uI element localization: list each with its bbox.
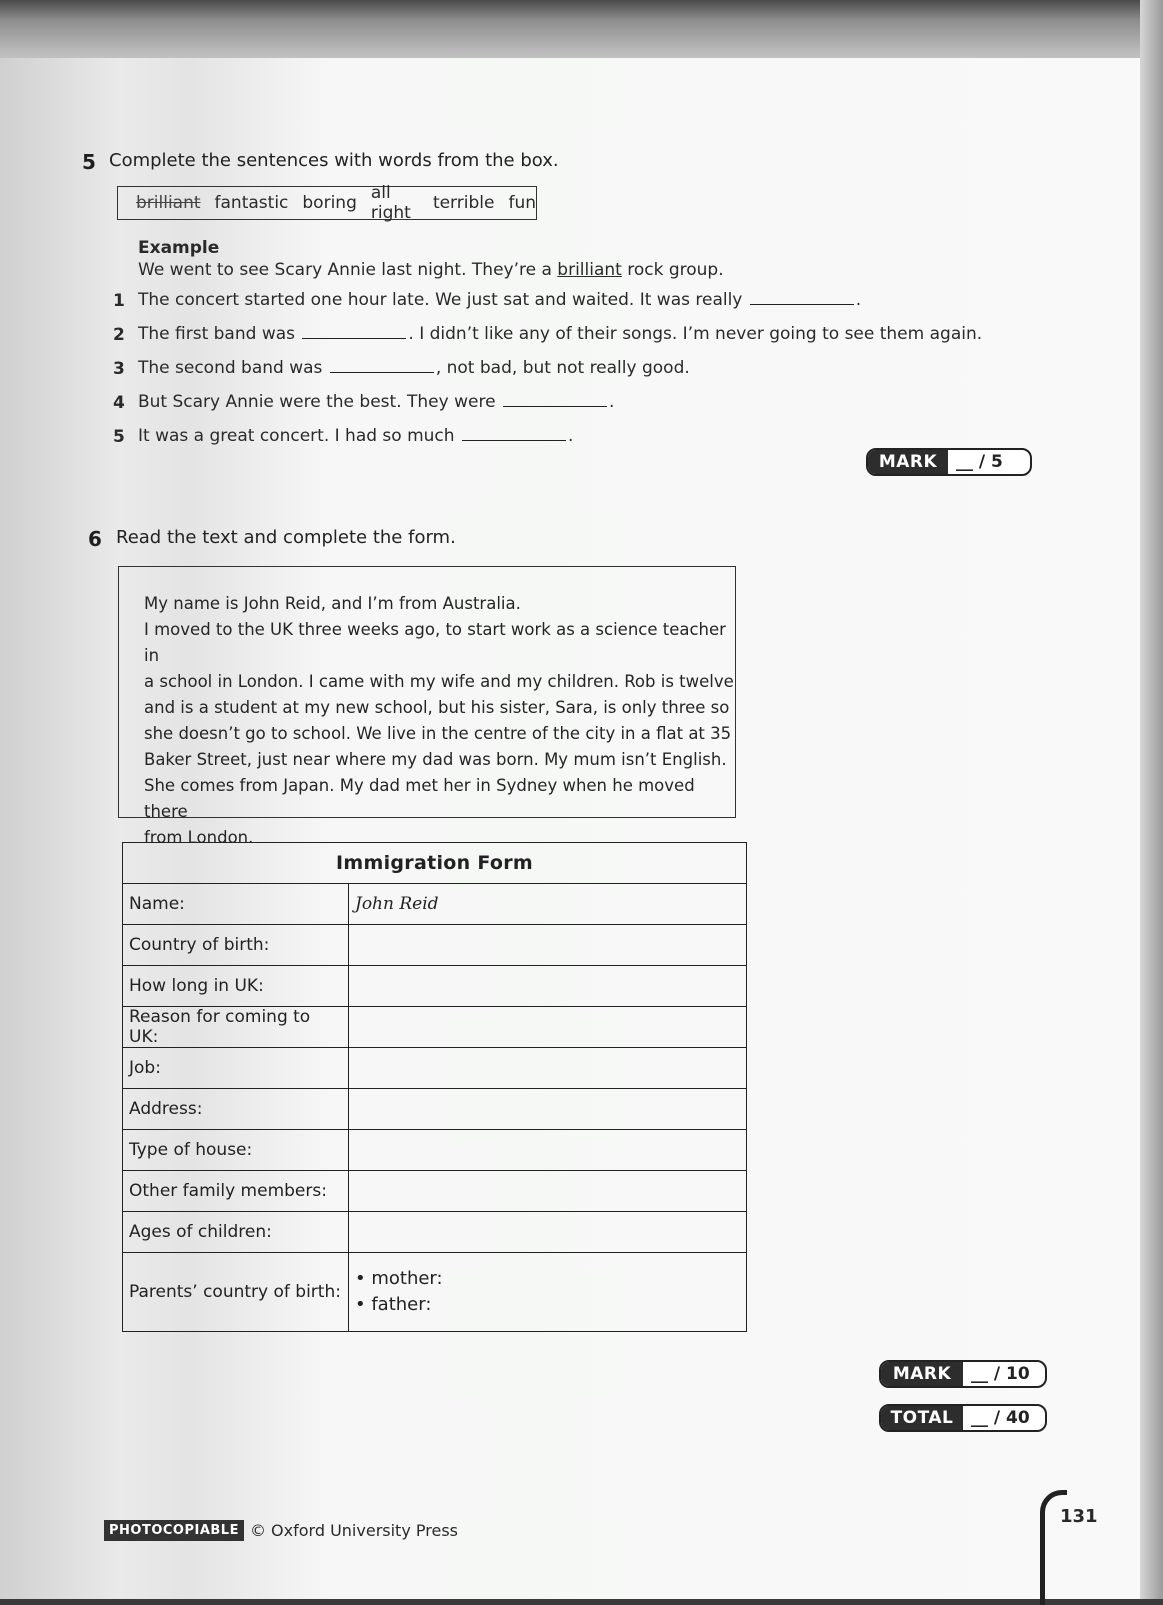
form-field-label: Reason for coming to UK: xyxy=(123,1007,349,1048)
form-title: Immigration Form xyxy=(123,843,747,884)
q5-sentence-end: , not bad, but not really good. xyxy=(435,358,690,378)
reading-text-line: and is a student at my new school, but his sister, Sara, is only three so xyxy=(144,698,730,717)
reading-text-line: from London. xyxy=(144,828,254,847)
reading-text-line: She comes from Japan. My dad met her in Sydney when he moved there xyxy=(144,776,695,821)
q5-item-number: 3 xyxy=(113,359,125,379)
form-field-value[interactable] xyxy=(349,1130,747,1171)
photocopiable-badge: PHOTOCOPIABLE xyxy=(104,1520,244,1541)
reading-text-line: she doesn’t go to school. We live in the centre of the city in a flat at 35 xyxy=(144,724,732,743)
q5-sentence-start: The concert started one hour late. We just sat and waited. It was really xyxy=(138,290,748,310)
q5-mark-label: MARK xyxy=(868,450,948,474)
q5-example-after: rock group. xyxy=(621,260,724,280)
form-row xyxy=(123,1007,747,1048)
q5-mark-score: __ / 5 xyxy=(956,452,1003,472)
q6-mark-box xyxy=(879,1360,1047,1388)
form-field-value[interactable] xyxy=(349,925,747,966)
reading-text-line: a school in London. I came with my wife and my children. Rob is twelve xyxy=(144,672,734,691)
q5-item-number: 2 xyxy=(113,325,125,345)
q6-reading-text xyxy=(118,566,736,847)
form-field-value[interactable] xyxy=(349,1171,747,1212)
q5-sentence xyxy=(138,358,690,378)
q5-sentence-end: . xyxy=(608,392,615,412)
q5-number: 5 xyxy=(82,150,96,174)
form-row xyxy=(123,1212,747,1253)
page-number: 131 xyxy=(1060,1506,1098,1527)
q5-item-number: 4 xyxy=(113,393,125,413)
word-box-item: terrible xyxy=(432,193,495,213)
q5-sentence xyxy=(138,426,573,446)
form-field-label: Ages of children: xyxy=(123,1212,349,1253)
reading-text-line: My name is John Reid, and I’m from Australia. xyxy=(144,594,521,613)
form-field-value[interactable] xyxy=(349,1212,747,1253)
q5-mark-box xyxy=(866,448,1032,476)
q5-sentence xyxy=(138,290,861,310)
q6-instruction: Read the text and complete the form. xyxy=(116,527,456,548)
word-box-item: all right xyxy=(370,183,411,223)
q5-sentence-start: But Scary Annie were the best. They were xyxy=(138,392,501,412)
reading-text-line: I moved to the UK three weeks ago, to start work as a science teacher in xyxy=(144,620,726,665)
q5-word-box xyxy=(117,183,537,223)
answer-blank[interactable] xyxy=(462,426,566,441)
q6-number: 6 xyxy=(88,527,102,551)
form-row xyxy=(123,1171,747,1212)
form-row-parents xyxy=(123,1253,747,1332)
total-label: TOTAL xyxy=(881,1406,963,1430)
form-field-label: Job: xyxy=(123,1048,349,1089)
reading-text-line: Baker Street, just near where my dad was born. My mum isn’t English. xyxy=(144,750,727,769)
form-field-label: Parents’ country of birth: xyxy=(123,1253,349,1332)
answer-blank[interactable] xyxy=(302,324,406,339)
form-field-label: How long in UK: xyxy=(123,966,349,1007)
scan-right-edge xyxy=(1140,0,1163,1599)
q5-sentence xyxy=(138,392,614,412)
parent-bullet: • mother: xyxy=(355,1268,443,1289)
q5-instruction: Complete the sentences with words from the box. xyxy=(109,150,559,171)
total-score: __ / 40 xyxy=(971,1408,1030,1428)
q5-sentence-start: The second band was xyxy=(138,358,328,378)
q6-mark-label: MARK xyxy=(881,1362,963,1386)
form-field-value[interactable]: John Reid xyxy=(349,884,747,925)
form-row xyxy=(123,925,747,966)
form-field-value[interactable] xyxy=(349,966,747,1007)
q6-mark-score: __ / 10 xyxy=(971,1364,1030,1384)
word-box-item: boring xyxy=(302,193,357,213)
word-box-item: fantastic xyxy=(214,193,289,213)
form-row xyxy=(123,966,747,1007)
q5-sentence-start: The first band was xyxy=(138,324,301,344)
form-field-label: Address: xyxy=(123,1089,349,1130)
q5-example-before: We went to see Scary Annie last night. They’re a xyxy=(138,260,558,280)
q5-sentence xyxy=(138,324,982,344)
footer xyxy=(104,1520,458,1541)
q5-sentence-end: . I didn’t like any of their songs. I’m never going to see them again. xyxy=(408,324,983,344)
q5-example-label: Example xyxy=(138,238,220,258)
q5-example-answer: brilliant xyxy=(557,260,622,280)
q5-example-sentence xyxy=(138,260,724,280)
parents-country-field[interactable] xyxy=(349,1253,747,1332)
publisher-credit: © Oxford University Press xyxy=(249,1521,458,1540)
form-field-label: Name: xyxy=(123,884,349,925)
word-box-item: fun xyxy=(508,193,536,213)
immigration-form xyxy=(122,842,747,1332)
form-row xyxy=(123,1089,747,1130)
answer-blank[interactable] xyxy=(330,358,434,373)
q5-sentence-start: It was a great concert. I had so much xyxy=(138,426,460,446)
word-box-item: brilliant xyxy=(136,193,201,213)
q5-item-number: 1 xyxy=(113,291,125,311)
form-field-label: Country of birth: xyxy=(123,925,349,966)
form-row xyxy=(123,1048,747,1089)
form-field-value[interactable] xyxy=(349,1048,747,1089)
form-row xyxy=(123,884,747,925)
parent-bullet: • father: xyxy=(355,1294,432,1315)
form-field-value[interactable] xyxy=(349,1007,747,1048)
q5-sentence-end: . xyxy=(567,426,574,446)
form-field-label: Type of house: xyxy=(123,1130,349,1171)
form-field-value[interactable] xyxy=(349,1089,747,1130)
q5-sentence-end: . xyxy=(855,290,862,310)
form-field-label: Other family members: xyxy=(123,1171,349,1212)
q5-item-number: 5 xyxy=(113,427,125,447)
total-box xyxy=(879,1404,1047,1432)
answer-blank[interactable] xyxy=(750,290,854,305)
form-row xyxy=(123,1130,747,1171)
answer-blank[interactable] xyxy=(503,392,607,407)
